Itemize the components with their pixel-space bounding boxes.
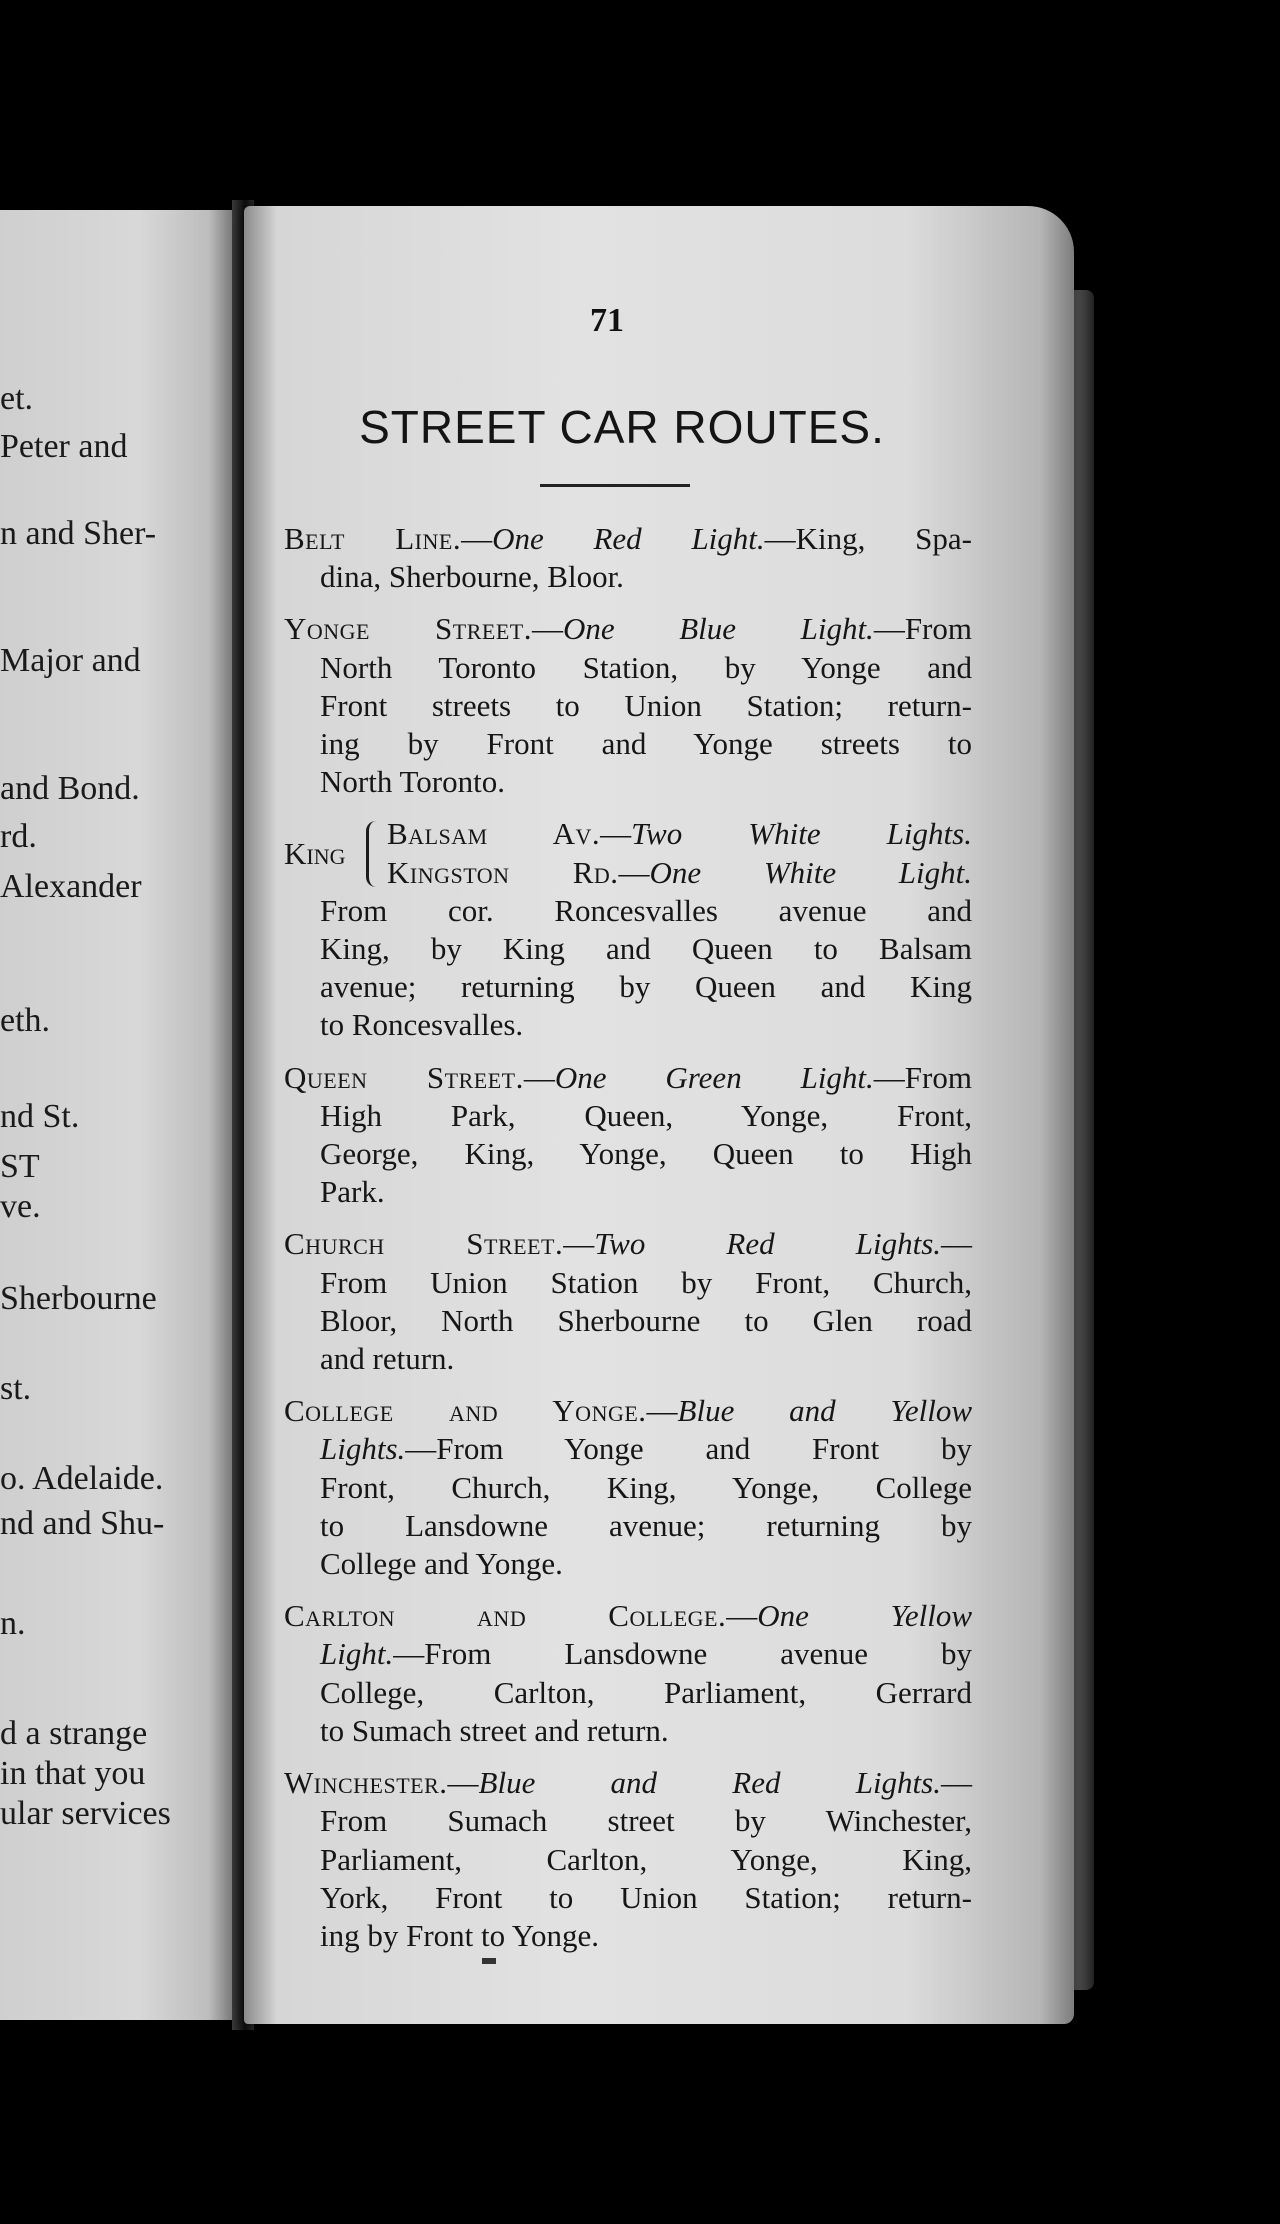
route-name: Carlton and College. (284, 1598, 727, 1634)
branch-lights: Two White Lights. (631, 816, 972, 852)
page-number: 71 (590, 302, 624, 339)
route-line: Parliament, Carlton, Yonge, King, (320, 1841, 972, 1877)
route-lights-cont: Lights. (320, 1431, 406, 1467)
left-page-line: st. (0, 1370, 32, 1407)
king-branches: King Balsam Av.—Two White Lights. Kingston Rd.—One White Light. (284, 816, 972, 890)
route-name: College and Yonge. (284, 1393, 647, 1429)
route-line: —From Yonge and Front by (405, 1431, 972, 1467)
route-name: King (284, 835, 346, 871)
left-page-line: rd. (0, 818, 37, 855)
route-line: From Sumach street by Winchester, (320, 1803, 972, 1839)
route-text: —From (873, 1059, 972, 1095)
route-entry-carlton-and-college: Carlton and College.—One Yellow Light.—From Lansdowne avenue by College, Carlton, Parliament, Gerrard to Sumach street and return. (284, 1597, 972, 1750)
route-entry-college-and-yonge: College and Yonge.—Blue and Yellow Lights.—From Yonge and Front by Front, Church, King, Yonge, College to Lansdowne avenue; returning by College and Yonge. (284, 1392, 972, 1583)
left-page-line: n. (0, 1605, 26, 1642)
branch-lights: One White Light. (649, 854, 972, 890)
route-name: Church Street. (284, 1226, 564, 1262)
route-line: Park. (320, 1174, 385, 1210)
left-page-line: n and Sher- (0, 515, 157, 552)
left-page-line: o. Adelaide. (0, 1460, 164, 1497)
route-line: High Park, Queen, Yonge, Front, (320, 1097, 972, 1133)
route-line: and return. (320, 1341, 455, 1377)
route-text: — (941, 1226, 973, 1262)
route-lights: Two Red Lights. (594, 1226, 942, 1262)
route-line: College and Yonge. (320, 1546, 563, 1582)
route-entry-belt-line: Belt Line.—One Red Light.—King, Spa- dina, Sherbourne, Bloor. (284, 520, 972, 596)
route-name: Queen Street. (284, 1059, 524, 1095)
route-entry-church-street: Church Street.—Two Red Lights.— From Union Station by Front, Church, Bloor, North Sherbourne to Glen road and return. (284, 1225, 972, 1378)
page-edge (1074, 290, 1094, 1990)
branch-name: Balsam Av. (387, 816, 601, 852)
title-rule (540, 484, 690, 487)
route-line: —From Lansdowne avenue by (393, 1636, 972, 1672)
page-title: STREET CAR ROUTES. (359, 401, 885, 453)
left-page-line: ular services (0, 1795, 171, 1832)
left-page-line: in that you (0, 1755, 146, 1792)
route-line: to Sumach street and return. (320, 1712, 669, 1748)
route-lights: One Red Light. (492, 521, 765, 556)
route-entry-winchester: Winchester.—Blue and Red Lights.— From Sumach street by Winchester, Parliament, Carlton, Yonge, King, York, Front to Union Station; return- ing by Front to Yonge. (284, 1764, 972, 1955)
route-line: College, Carlton, Parliament, Gerrard (320, 1674, 972, 1710)
route-name: Winchester. (284, 1765, 448, 1801)
route-line: York, Front to Union Station; return- (320, 1879, 972, 1915)
route-line: dina, Sherbourne, Bloor. (320, 559, 624, 595)
route-lights: One Blue Light. (562, 611, 874, 647)
route-text: —From (873, 611, 972, 647)
route-line: King, by King and Queen to Balsam (320, 931, 972, 967)
left-page-line: Sherbourne (0, 1280, 157, 1317)
route-lights: Blue and Yellow (677, 1393, 972, 1429)
left-page (0, 210, 232, 2020)
route-line: avenue; returning by Queen and King (320, 969, 972, 1005)
route-line: George, King, Yonge, Queen to High (320, 1136, 972, 1172)
left-page-line: ve. (0, 1188, 41, 1225)
route-lights-cont: Light. (320, 1636, 394, 1672)
left-page-line: eth. (0, 1002, 51, 1039)
route-line: North Toronto Station, by Yonge and (320, 649, 972, 685)
route-line: ing by Front to Yonge. (320, 1917, 600, 1953)
route-lights: One Yellow (757, 1598, 973, 1634)
left-page-line: d a strange (0, 1715, 148, 1752)
route-lights: One Green Light. (554, 1059, 874, 1095)
route-entry-king (284, 815, 972, 1044)
left-page-line: nd and Shu- (0, 1505, 165, 1542)
brace-mark (366, 821, 381, 887)
route-name: Yonge Street. (284, 611, 532, 647)
route-name: Belt Line. (284, 521, 462, 556)
route-entry-queen-street: Queen Street.—One Green Light.—From High Park, Queen, Yonge, Front, George, King, Yonge, Queen to High Park. (284, 1059, 972, 1212)
route-line: Bloor, North Sherbourne to Glen road (320, 1302, 972, 1338)
left-page-line: Major and (0, 642, 141, 679)
route-text: — (941, 1765, 972, 1801)
left-page-line: and Bond. (0, 770, 140, 807)
route-line: Front streets to Union Station; return- (320, 687, 972, 723)
route-line: From cor. Roncesvalles avenue and (320, 892, 972, 928)
left-page-line: Alexander (0, 868, 142, 905)
route-lights: Blue and Red Lights. (478, 1765, 941, 1801)
route-entry-yonge-street: Yonge Street.—One Blue Light.—From North Toronto Station, by Yonge and Front streets to Union Station; return- ing by Front and Yonge streets to North Toronto. (284, 610, 972, 801)
left-page-line: ST (0, 1148, 40, 1185)
route-line: North Toronto. (320, 764, 505, 800)
left-page-line: nd St. (0, 1098, 80, 1135)
route-line: to Lansdowne avenue; returning by (320, 1507, 972, 1543)
route-line: to Roncesvalles. (320, 1007, 524, 1043)
route-line: ing by Front and Yonge streets to (320, 726, 972, 762)
route-line: From Union Station by Front, Church, (320, 1264, 972, 1300)
left-page-line: Peter and (0, 428, 128, 465)
route-line: Front, Church, King, Yonge, College (320, 1469, 972, 1505)
route-list (284, 520, 972, 1969)
branch-name: Kingston Rd. (387, 854, 619, 890)
route-text: —King, Spa- (764, 521, 973, 556)
left-page-line: et. (0, 380, 34, 417)
printer-mark (482, 1958, 496, 1964)
